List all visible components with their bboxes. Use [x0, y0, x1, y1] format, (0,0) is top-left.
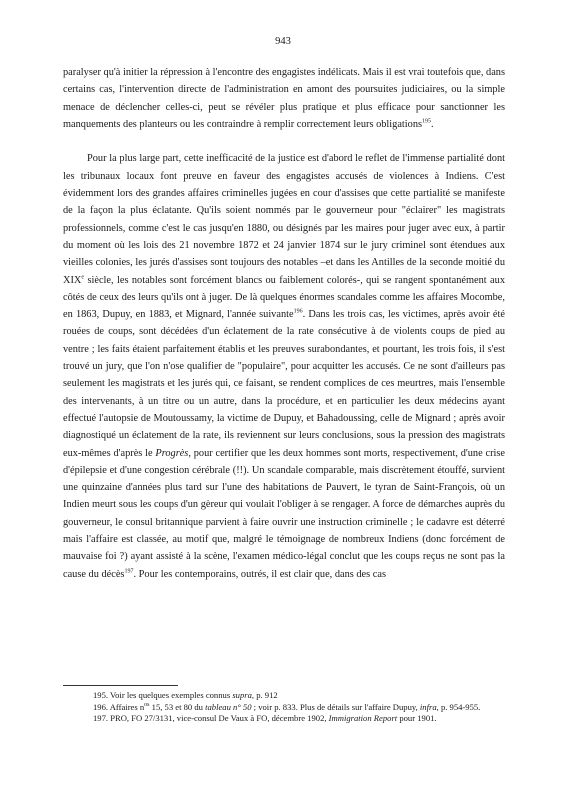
footnote-195 [63, 690, 505, 702]
footnote-text: pour 1901. [397, 713, 437, 724]
footnote-ref-195[interactable]: 195 [422, 118, 432, 125]
paragraph-2-part-1: Pour la plus large part, cette inefficacité de la justice est d'abord le reflet de l'immense partialité dont les tribunaux locaux font preuve en faveur des engagistes accusés de violences à Indiens. C'est évidemment lors des grandes affaires criminelles jugées en cour d'assises que cette partialité se manifeste de la façon la plus éclatante. Qu'ils soient nommés par le gouverneur pour "éclairer" les magistrats professionnels, comme c'est le cas jusqu'en 1880, ou désignés par les maires pour juger avec eux, à partir du moment où les lois des 21 novembre 1872 et 24 janvier 1874 sur le jury criminel sont étendues aux vieilles colonies, les jurés d'assises sont toujours des notables –et dans les Antilles de la seconde moitié du XIX [63, 153, 505, 286]
paragraph-1 [63, 64, 505, 133]
footnote-text: 197. PRO, FO 27/3131, vice-consul De Vaux à FO, décembre 1902, [93, 713, 329, 724]
footnote-196 [63, 702, 505, 714]
footnote-ref-196[interactable]: 196 [293, 308, 303, 315]
paragraph-2 [63, 150, 505, 582]
footnote-text: , p. 954-955. [436, 701, 481, 712]
footnote-ref-197[interactable]: 197 [124, 568, 134, 575]
paragraph-1-text: paralyser qu'à initier la répression à l'encontre des engagistes indélicats. Mais il est vrai toutefois que, dans certains cas, l'intervention directe de l'administration en amont des poursuites judiciaires, ou la simple menace de déclencher celles-ci, peut se révéler plus pratique et plus efficace pour sanctionner les manquements des planteurs ou les contraindre à remplir correctement leurs obligations [63, 67, 505, 130]
newspaper-title: Progrès [155, 447, 189, 459]
paragraph-2-part-4: , pour certifier que les deux hommes sont morts, respectivement, d'une crise d'épilepsie et d'une congestion cérébrale (!!). Un scandale comparable, mais discrètement étouffé, survient une quinzaine d'années plus tard sur l'une des habitations de Pauvert, le tyran de Saint-François, où un Indien meurt sous les coups d'un gèreur qui voulait l'obliger à se rengager. A force de démarches auprès du gouverneur, le consul britannique parvient à faire ouvrir une instruction criminelle ; le cadavre est déterré mais l'affaire est classée, au motif que, malgré le témoignage de nombreux Indiens (donc forcément de mauvaise foi ?) ayant assisté à la scène, l'examen médico-légal conclut que les coups reçus ne sont pas la cause du décès [63, 447, 505, 580]
footnote-text: 195. Voir les quelques exemples connus [93, 690, 233, 700]
footnote-italic: Immigration Report [328, 713, 398, 724]
century-superscript: e [81, 274, 85, 281]
paragraph-2-part-3: . Dans les trois cas, les victimes, après avoir été rouées de coups, sont décédées d'un éclatement de la rate consécutive à de violents coups de pied au ventre ; les faits étaient parfaitement établis et les preuves surabondantes, et pourtant, les trois fois, il s'est trouvé un jury, que l'on n'ose qualifier de "populaire", pour acquitter les accusés. Ce ne sont d'ailleurs pas seulement les magistrats et les jurés qui, ce faisant, se rendent complices de ces meurtres, mais l'ensemble des intervenants, à un titre ou un autre, dans la procédure, et en particulier les deux médecins ayant effectué l'autopsie de Moutoussamy, la victime de Dupuy, et Bahadoussing, celle de Mignard ; après avoir diagnostiqué un éclatement de la rate, ils reviennent sur leurs conclusions, sous la pression des magistrats eux-mêmes d'après le [63, 309, 505, 459]
footnote-italic: tableau n° 50 [205, 701, 252, 712]
footnote-text: ; voir p. 833. Plus de détails sur l'affaire Dupuy, [251, 701, 420, 712]
footnote-197 [63, 713, 505, 725]
footnote-italic: infra [419, 701, 437, 712]
paragraph-2-part-5: . Pour les contemporains, outrés, il est clair que, dans des cas [133, 568, 386, 580]
page-number: 943 [275, 36, 291, 47]
footnote-italic: supra [232, 690, 252, 700]
footnotes [63, 690, 505, 725]
footnote-text: 196. Affaires n [93, 701, 145, 712]
footnote-text: , p. 912 [251, 690, 278, 700]
footnote-divider [63, 685, 178, 686]
paragraph-2-part-2: siècle, les notables sont forcément blancs ou faiblement colorés-, qui se rangent spontanément aux côtés de ceux des leurs qu'ils ont à juger. De là quelques énormes scandales comme les affaires Mocombe, en 1863, Dupuy, en 1883, et Mignard, l'année suivante [63, 274, 505, 321]
body-text [63, 64, 505, 583]
footnote-text: 15, 53 et 80 du [149, 701, 206, 712]
paragraph-1-end: . [431, 118, 434, 130]
footnote-superscript: os [144, 701, 150, 708]
